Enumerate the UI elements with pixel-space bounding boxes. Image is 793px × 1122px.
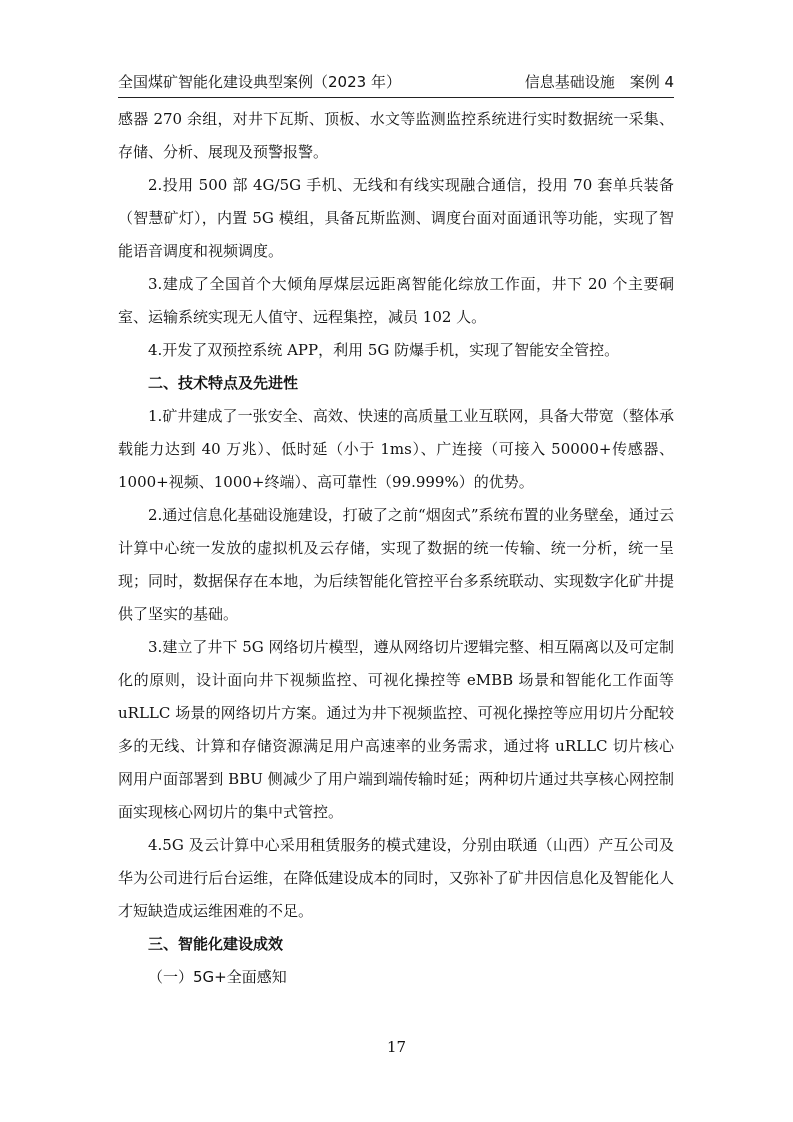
header-divider <box>118 97 674 98</box>
tech-paragraph-2: 2.通过信息化基础设施建设，打破了之前“烟囱式”系统布置的业务壁垒，通过云计算中心统一发放的虚拟机及云存储，实现了数据的统一传输、统一分析，统一呈现；同时，数据保存在本地，为后续智能化管控平台多系统联动、实现数字化矿井提供了坚实的基础。 <box>118 506 674 623</box>
header-document-title: 全国煤矿智能化建设典型案例（2023 年） <box>118 73 401 91</box>
main-text <box>118 103 674 994</box>
paragraph-item-2: 2.投用 500 部 4G/5G 手机、无线和有线实现融合通信，投用 70 套单兵装备（智慧矿灯），内置 5G 模组，具备瓦斯监测、调度台面对面通讯等功能，实现了智能语音调度和视频调度。 <box>118 176 674 260</box>
subsection-heading-1: （一）5G+全面感知 <box>148 968 287 986</box>
tech-paragraph-1: 1.矿井建成了一张安全、高效、快速的高质量工业互联网，具备大带宽（整体承载能力达到 40 万兆）、低时延（小于 1ms）、广连接（可接入 50000+传感器、1000+视频、1000+终端）、高可靠性（99.999%）的优势。 <box>118 407 674 491</box>
tech-paragraph-3: 3.建立了井下 5G 网络切片模型，遵从网络切片逻辑完整、相互隔离以及可定制化的原则，设计面向井下视频监控、可视化操控等 eMBB 场景和智能化工作面等 uRLLC 场景的网络切片方案。通过为井下视频监控、可视化操控等应用切片分配较多的无线、计算和存储资源满足用户高速率的业务需求，通过将 uRLLC 切片核心网用户面部署到 BBU 侧减少了用户端到端传输时延；两种切片通过共享核心网控制面实现核心网切片的集中式管控。 <box>118 638 674 821</box>
header-section-label: 信息基础设施 案例 4 <box>524 73 674 91</box>
paragraph-continued: 感器 270 余组，对井下瓦斯、顶板、水文等监测监控系统进行实时数据统一采集、存储、分析、展现及预警报警。 <box>118 110 674 161</box>
paragraph-item-3: 3.建成了全国首个大倾角厚煤层远距离智能化综放工作面，井下 20 个主要硐室、运输系统实现无人值守、远程集控，减员 102 人。 <box>118 275 674 326</box>
page-number: 17 <box>386 1038 407 1056</box>
section-heading-3: 三、智能化建设成效 <box>148 935 284 953</box>
section-heading-2: 二、技术特点及先进性 <box>148 374 299 392</box>
paragraph-item-4: 4.开发了双预控系统 APP，利用 5G 防爆手机，实现了智能安全管控。 <box>148 341 620 359</box>
running-header <box>118 70 674 94</box>
tech-paragraph-4: 4.5G 及云计算中心采用租赁服务的模式建设，分别由联通（山西）产互公司及华为公司进行后台运维，在降低建设成本的同时，又弥补了矿井因信息化及智能化人才短缺造成运维困难的不足。 <box>118 836 674 920</box>
